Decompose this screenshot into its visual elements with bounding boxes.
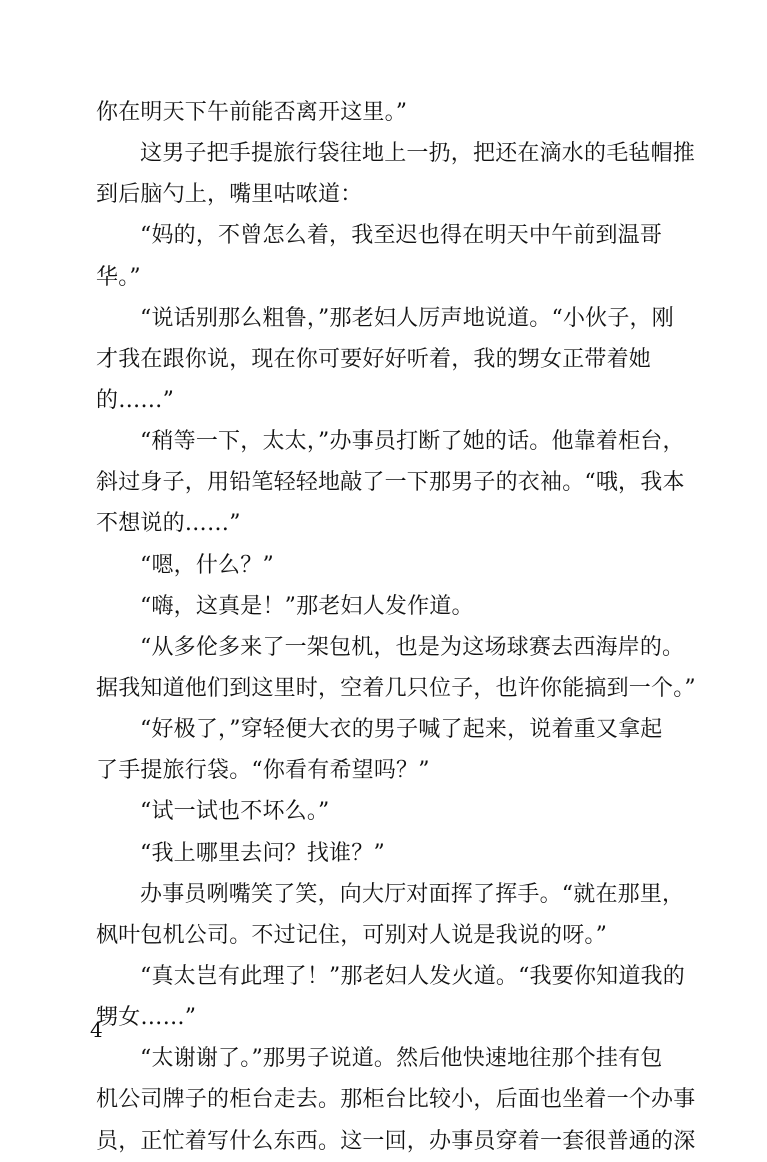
text-line: “从多伦多来了一架包机，也是为这场球赛去西海岸的。 [140, 634, 685, 660]
text-line: 华。” [96, 264, 141, 290]
text-line: 不想说的……” [96, 511, 241, 537]
text-line: 据我知道他们到这里时，空着几只位子，也许你能搞到一个。” [96, 675, 696, 701]
text-line: 的……” [96, 387, 175, 413]
text-line: “嗨，这真是！”那老妇人发作道。 [140, 593, 474, 619]
text-line: “我上哪里去问？找谁？” [140, 840, 385, 866]
text-line: “真太岂有此理了！”那老妇人发火道。“我要你知道我的 [140, 963, 685, 989]
text-line: 枫叶包机公司。不过记住，可别对人说是我说的呀。” [96, 922, 608, 948]
text-line: 了手提旅行袋。“你看有希望吗？” [96, 758, 430, 784]
text-line: 甥女……” [96, 1005, 197, 1031]
body-text [96, 92, 696, 1162]
text-line: “太谢谢了。”那男子说道。然后他快速地往那个挂有包 [140, 1046, 663, 1072]
text-line: 到后脑勺上，嘴里咕哝道： [96, 182, 363, 208]
text-line: “妈的，不曾怎么着，我至迟也得在明天中午前到温哥 [140, 223, 663, 249]
text-line: 才我在跟你说，现在你可要好好听着，我的甥女正带着她 [96, 346, 652, 372]
text-line: 办事员咧嘴笑了笑，向大厅对面挥了挥手。“就在那里， [140, 881, 685, 907]
text-line: “好极了，”穿轻便大衣的男子喊了起来，说着重又拿起 [140, 717, 663, 743]
text-line: “试一试也不坏么。” [140, 799, 330, 825]
text-line: 机公司牌子的柜台走去。那柜台比较小，后面也坐着一个办事 [96, 1087, 696, 1113]
text-line: “嗯，什么？” [140, 552, 274, 578]
text-line: 员，正忙着写什么东西。这一回，办事员穿着一套很普通的深 [96, 1128, 696, 1154]
text-line: 斜过身子，用铅笔轻轻地敲了一下那男子的衣袖。“哦，我本 [96, 470, 685, 496]
text-line: “稍等一下，太太，”办事员打断了她的话。他靠着柜台， [140, 429, 685, 455]
text-line: 你在明天下午前能否离开这里。” [96, 100, 408, 125]
text-line: “说话别那么粗鲁，”那老妇人厉声地说道。“小伙子，刚 [140, 305, 674, 331]
page-number: 4 [90, 1018, 103, 1042]
text-line: 这男子把手提旅行袋往地上一扔，把还在滴水的毛毡帽推 [140, 141, 696, 167]
